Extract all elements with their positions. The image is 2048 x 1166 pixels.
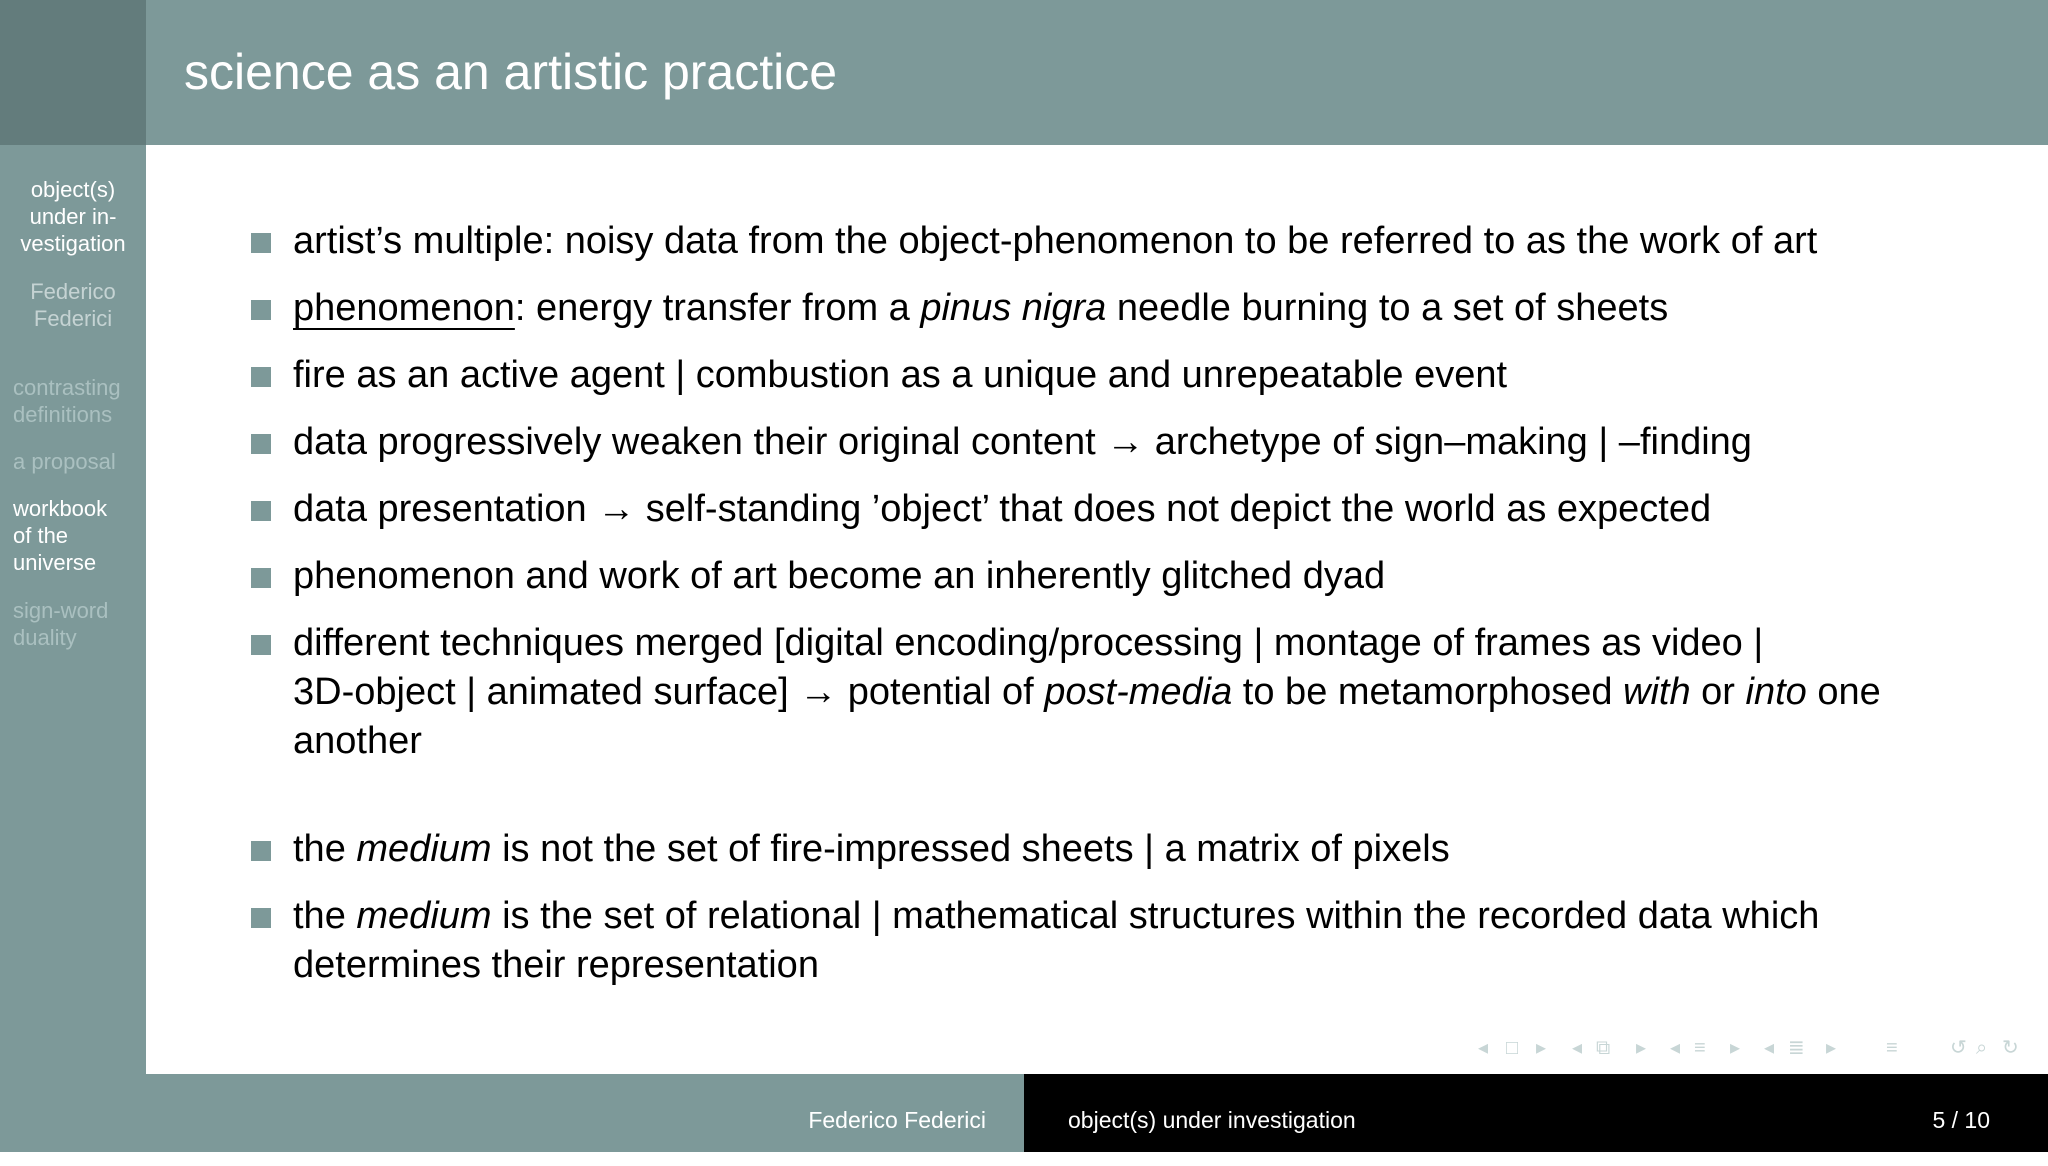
section-icon[interactable]: ≡ [1694, 1037, 1706, 1059]
square-bullet-icon [251, 300, 271, 320]
list-item-text: fire as an active agent | combustion as a unique and unrepeatable event [293, 354, 1508, 396]
slide-content [146, 145, 2048, 1074]
list-item-line: determines their representation [293, 944, 819, 986]
square-bullet-icon [251, 434, 271, 454]
next-frame-icon[interactable]: ▸ [1536, 1037, 1547, 1059]
list-item [293, 485, 1993, 534]
square-bullet-icon [251, 367, 271, 387]
sidebar-item-workbook-of-the-universe[interactable]: workbook of the universe [13, 496, 108, 575]
navigation-symbols [1474, 1030, 2034, 1066]
square-bullet-icon [251, 501, 271, 521]
list-item-line: another [293, 720, 422, 762]
list-item [293, 217, 1993, 266]
list-item [293, 892, 1993, 990]
list-item [293, 619, 1993, 766]
square-bullet-icon [251, 233, 271, 253]
sidebar-logo-area [0, 0, 146, 145]
square-bullet-icon [251, 841, 271, 861]
square-bullet-icon [251, 568, 271, 588]
next-subsection-icon[interactable]: ▸ [1636, 1037, 1647, 1059]
list-item-line: 3D-object | animated surface] → potential of post-media to be metamorphosed with or into one [293, 671, 1881, 713]
footer-title: object(s) under investigation [1068, 1107, 1356, 1133]
next-part-icon[interactable]: ▸ [1826, 1037, 1837, 1059]
list-item [293, 825, 1993, 874]
undo-icon[interactable]: ↺ [1950, 1037, 1967, 1059]
list-item [293, 284, 1993, 333]
footer-author: Federico Federici [808, 1107, 986, 1133]
next-section-icon[interactable]: ▸ [1730, 1037, 1741, 1059]
subsection-icon[interactable]: ⧉ [1596, 1037, 1611, 1059]
sidebar-item-a-proposal[interactable]: a proposal [13, 449, 116, 474]
part-icon[interactable]: ≣ [1788, 1037, 1805, 1059]
sidebar-author: Federico Federici [30, 279, 116, 331]
sidebar-item-sign-word-duality[interactable]: sign-word duality [13, 598, 109, 650]
square-bullet-icon [251, 635, 271, 655]
frame-icon[interactable]: □ [1506, 1037, 1519, 1059]
list-item [293, 552, 1993, 601]
italic-term: pinus nigra [920, 287, 1107, 329]
list-item-text: data progressively weaken their original content → archetype of sign–making | –finding [293, 421, 1752, 463]
sidebar [0, 0, 146, 1074]
frame-title: science as an artistic practice [184, 44, 838, 100]
list-item-line: different techniques merged [digital encoding/processing | montage of frames as video | [293, 622, 1764, 664]
page-number: 5 / 10 [1932, 1107, 1990, 1133]
square-bullet-icon [251, 908, 271, 928]
frame-header [146, 0, 2048, 145]
toc-icon[interactable]: ≡ [1886, 1037, 1898, 1059]
prev-subsection-icon[interactable]: ◂ [1572, 1037, 1583, 1059]
footer-author-box [0, 1074, 1024, 1152]
prev-frame-icon[interactable]: ◂ [1478, 1037, 1489, 1059]
list-item-text: artist’s multiple: noisy data from the object-phenomenon to be referred to as the work of art [293, 220, 1818, 262]
italic-term: medium [356, 828, 492, 870]
prev-section-icon[interactable]: ◂ [1670, 1037, 1681, 1059]
list-item-text: : energy transfer from a [514, 287, 921, 329]
sidebar-item-contrasting-definitions[interactable]: contrasting definitions [13, 375, 121, 427]
list-item-text: the [293, 828, 357, 870]
list-item-line: the medium is the set of relational | mathematical structures within the recorded data which [293, 895, 1820, 937]
search-icon[interactable]: ⌕ [1976, 1037, 1988, 1059]
list-item-text: needle burning to a set of sheets [1106, 287, 1669, 329]
list-item-text: is not the set of fire-impressed sheets | a matrix of pixels [491, 828, 1450, 870]
list-item-text: data presentation → self-standing ’object’ that does not depict the world as expected [293, 488, 1712, 530]
prev-part-icon[interactable]: ◂ [1764, 1037, 1775, 1059]
underlined-term: phenomenon [293, 287, 515, 329]
list-item [293, 351, 1993, 400]
list-item-text: phenomenon and work of art become an inherently glitched dyad [293, 555, 1386, 597]
footer [0, 1074, 2048, 1152]
list-item [293, 418, 1993, 467]
sidebar-presentation-title[interactable]: object(s) under in- vestigation [20, 177, 126, 256]
redo-icon[interactable]: ↻ [2002, 1037, 2019, 1059]
footer-title-box [1024, 1074, 2048, 1152]
